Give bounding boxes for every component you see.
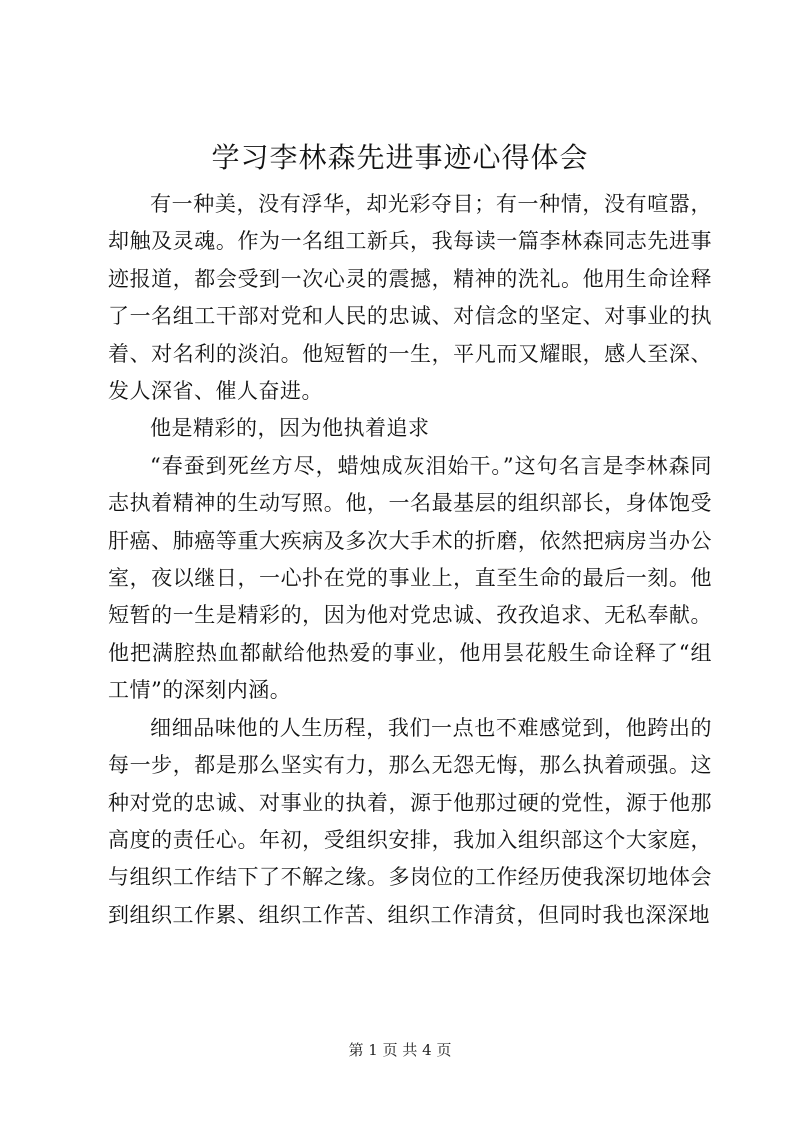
- document-title: 学习李林森先进事迹心得体会: [211, 141, 589, 174]
- paragraph: 细细品味他的人生历程，我们一点也不难感觉到，他跨出的每一步，都是那么坚实有力，那么无怨无悔，那么执着顽强。这种对党的忠诚、对事业的执着，源于他那过硬的党性，源于他那高度的责任心。年初，受组织安排，我加入组织部这个大家庭，与组织工作结下了不解之缘。多岗位的工作经历使我深切地体会到组织工作累、组织工作苦、组织工作清贫，但同时我也深深地: [108, 715, 712, 927]
- section-heading: 他是精彩的，因为他执着追求: [150, 416, 430, 441]
- paragraph: “春蚕到死丝方尽，蜡烛成灰泪始干。”这句名言是李林森同志执着精神的生动写照。他，一名最基层的组织部长，身体饱受肝癌、肺癌等重大疾病及多次大手术的折磨，依然把病房当办公室，夜以继日，一心扑在党的事业上，直至生命的最后一刻。他短暂的一生是精彩的，因为他对党忠诚、孜孜追求、无私奉献。他把满腔热血都献给他热爱的事业，他用昙花般生命诠释了“组工情”的深刻内涵。: [108, 453, 712, 703]
- paragraph: 有一种美，没有浮华，却光彩夺目；有一种情，没有喧嚣，却触及灵魂。作为一名组工新兵，我每读一篇李林森同志先进事迹报道，都会受到一次心灵的震撼，精神的洗礼。他用生命诠释了一名组工干部对党和人民的忠诚、对信念的坚定、对事业的执着、对名利的淡泊。他短暂的一生，平凡而又耀眼，感人至深、发人深省、催人奋进。: [108, 192, 712, 404]
- document-body: [108, 186, 712, 934]
- page-number-footer: 第 1 页 共 4 页: [348, 1041, 452, 1059]
